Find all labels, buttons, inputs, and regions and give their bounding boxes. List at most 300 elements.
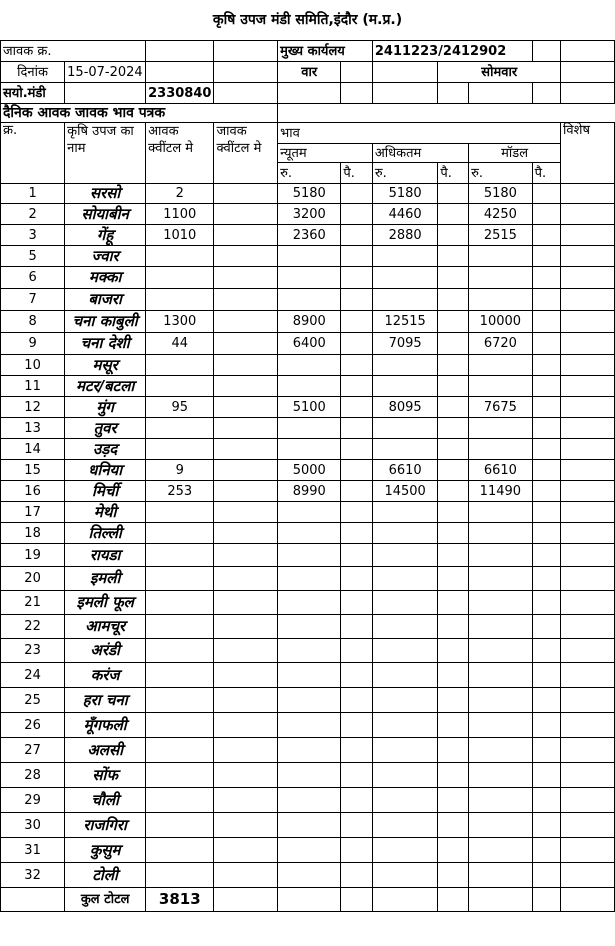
row-max-rs: 12515 (372, 311, 438, 333)
row-arrival: 2 (146, 184, 214, 204)
row-sno: 5 (1, 246, 65, 267)
row-modal-rs: 10000 (469, 311, 533, 333)
row-min-paise (341, 184, 373, 204)
table-row (1, 591, 615, 615)
row-dispatch (214, 813, 278, 838)
table-row (1, 267, 615, 289)
row-sno: 27 (1, 738, 65, 763)
row-min-rs (278, 523, 341, 544)
row-special (561, 376, 615, 397)
row-max-paise (438, 289, 469, 311)
row-special (561, 523, 615, 544)
row-max-paise (438, 788, 469, 813)
row-min-rs (278, 418, 341, 439)
row-dispatch (214, 289, 278, 311)
row-min-rs: 5180 (278, 184, 341, 204)
col-header-max-rs: रु. (372, 163, 438, 184)
row-arrival (146, 639, 214, 663)
table-row (1, 418, 615, 439)
row-min-paise (341, 688, 373, 713)
row-commodity-name: सोयाबीन (65, 204, 146, 225)
row-sno: 20 (1, 567, 65, 591)
row-special (561, 688, 615, 713)
blank-cell (146, 62, 214, 83)
date-value: 15-07-2024 (65, 62, 146, 83)
row-max-paise (438, 639, 469, 663)
row-arrival (146, 738, 214, 763)
row-modal-paise (532, 591, 560, 615)
row-modal-paise (532, 225, 560, 246)
row-sno: 2 (1, 204, 65, 225)
row-special (561, 591, 615, 615)
row-modal-paise (532, 863, 560, 888)
row-min-rs: 5000 (278, 460, 341, 481)
row-arrival (146, 567, 214, 591)
col-header-min: न्यूतम (278, 144, 373, 163)
row-max-paise (438, 738, 469, 763)
row-min-rs (278, 567, 341, 591)
row-commodity-name: सरसो (65, 184, 146, 204)
row-modal-paise (532, 738, 560, 763)
row-min-rs (278, 376, 341, 397)
table-row (1, 663, 615, 688)
row-modal-rs (469, 663, 533, 688)
row-max-rs: 14500 (372, 481, 438, 502)
row-modal-paise (532, 460, 560, 481)
row-arrival (146, 788, 214, 813)
row-commodity-name: मक्का (65, 267, 146, 289)
row-sno: 28 (1, 763, 65, 788)
table-row (1, 713, 615, 738)
table-row (1, 184, 615, 204)
row-max-paise (438, 267, 469, 289)
row-max-rs (372, 639, 438, 663)
table-row (1, 397, 615, 418)
row-min-rs: 8990 (278, 481, 341, 502)
row-sno: 15 (1, 460, 65, 481)
table-row (1, 763, 615, 788)
row-min-rs (278, 544, 341, 567)
row-dispatch (214, 523, 278, 544)
row-modal-rs (469, 418, 533, 439)
row-sno: 18 (1, 523, 65, 544)
row-commodity-name: ज्वार (65, 246, 146, 267)
row-commodity-name: करंज (65, 663, 146, 688)
table-row (1, 481, 615, 502)
javak-value (146, 41, 214, 62)
row-max-rs (372, 523, 438, 544)
row-commodity-name: हरा चना (65, 688, 146, 713)
row-min-rs (278, 439, 341, 460)
row-max-paise (438, 591, 469, 615)
row-min-paise (341, 246, 373, 267)
row-sno: 19 (1, 544, 65, 567)
row-max-paise (438, 763, 469, 788)
row-max-rs (372, 355, 438, 376)
blank-cell (65, 83, 146, 104)
row-modal-rs (469, 863, 533, 888)
table-row (1, 333, 615, 355)
row-modal-paise (532, 355, 560, 376)
mandi-label: सयो.मंडी (1, 83, 65, 104)
row-max-rs (372, 591, 438, 615)
row-commodity-name: चना देशी (65, 333, 146, 355)
sheet-title-row (1, 104, 615, 123)
row-special (561, 355, 615, 376)
row-max-paise (438, 376, 469, 397)
row-max-paise (438, 502, 469, 523)
row-modal-paise (532, 639, 560, 663)
row-arrival (146, 523, 214, 544)
row-dispatch (214, 267, 278, 289)
row-modal-rs: 6720 (469, 333, 533, 355)
row-special (561, 663, 615, 688)
row-max-rs (372, 763, 438, 788)
total-label: कुल टोटल (65, 888, 146, 912)
row-max-paise (438, 355, 469, 376)
row-modal-paise (532, 439, 560, 460)
row-max-paise (438, 225, 469, 246)
row-dispatch (214, 763, 278, 788)
row-commodity-name: राजगिरा (65, 813, 146, 838)
row-max-rs (372, 246, 438, 267)
row-dispatch (214, 460, 278, 481)
col-header-max-paise: पै. (438, 163, 469, 184)
row-min-paise (341, 267, 373, 289)
row-min-paise (341, 397, 373, 418)
row-commodity-name: कुसुम (65, 838, 146, 863)
row-arrival: 44 (146, 333, 214, 355)
row-max-paise (438, 397, 469, 418)
blank-cell (532, 41, 560, 62)
total-blank (341, 888, 373, 912)
row-min-rs (278, 289, 341, 311)
col-header-arrival: आवक क्वींटल मे (146, 123, 214, 184)
row-min-paise (341, 523, 373, 544)
row-arrival (146, 663, 214, 688)
row-min-rs (278, 838, 341, 863)
row-arrival (146, 376, 214, 397)
total-blank (469, 888, 533, 912)
row-min-paise (341, 763, 373, 788)
row-max-rs (372, 615, 438, 639)
row-dispatch (214, 311, 278, 333)
row-special (561, 397, 615, 418)
row-modal-paise (532, 523, 560, 544)
row-max-rs (372, 713, 438, 738)
row-modal-rs (469, 246, 533, 267)
row-dispatch (214, 246, 278, 267)
col-header-modal: मॉडल (469, 144, 561, 163)
row-arrival (146, 267, 214, 289)
row-modal-rs (469, 591, 533, 615)
row-min-rs: 5100 (278, 397, 341, 418)
row-special (561, 544, 615, 567)
row-special (561, 567, 615, 591)
col-header-modal-rs: रु. (469, 163, 533, 184)
row-sno: 32 (1, 863, 65, 888)
row-modal-paise (532, 663, 560, 688)
row-special (561, 225, 615, 246)
total-blank (1, 888, 65, 912)
blank-cell (438, 83, 469, 104)
row-modal-paise (532, 813, 560, 838)
row-modal-rs (469, 639, 533, 663)
row-modal-rs: 5180 (469, 184, 533, 204)
row-commodity-name: चौली (65, 788, 146, 813)
row-special (561, 204, 615, 225)
row-max-rs (372, 439, 438, 460)
col-header-sno: क्र. (1, 123, 65, 184)
total-blank (561, 888, 615, 912)
day-label: वार (278, 62, 341, 83)
row-commodity-name: मसूर (65, 355, 146, 376)
row-special (561, 460, 615, 481)
row-arrival (146, 838, 214, 863)
blank-cell (469, 83, 533, 104)
row-modal-rs (469, 738, 533, 763)
row-min-paise (341, 813, 373, 838)
row-min-paise (341, 639, 373, 663)
row-modal-paise (532, 567, 560, 591)
row-min-paise (341, 713, 373, 738)
row-modal-rs (469, 289, 533, 311)
total-blank (372, 888, 438, 912)
row-arrival (146, 544, 214, 567)
row-max-rs (372, 567, 438, 591)
row-arrival (146, 688, 214, 713)
row-dispatch (214, 688, 278, 713)
row-arrival: 1010 (146, 225, 214, 246)
row-modal-rs (469, 267, 533, 289)
total-blank (214, 888, 278, 912)
blank-cell (561, 62, 615, 83)
blank-cell (532, 83, 560, 104)
row-max-paise (438, 184, 469, 204)
row-min-rs (278, 763, 341, 788)
row-min-paise (341, 663, 373, 688)
row-dispatch (214, 738, 278, 763)
row-modal-paise (532, 204, 560, 225)
row-dispatch (214, 397, 278, 418)
row-min-rs (278, 267, 341, 289)
day-value: सोमवार (438, 62, 561, 83)
row-sno: 9 (1, 333, 65, 355)
row-max-paise (438, 418, 469, 439)
row-commodity-name: मुंग (65, 397, 146, 418)
row-special (561, 639, 615, 663)
row-sno: 14 (1, 439, 65, 460)
row-special (561, 481, 615, 502)
row-modal-paise (532, 184, 560, 204)
row-max-rs (372, 376, 438, 397)
table-row (1, 688, 615, 713)
row-max-paise (438, 615, 469, 639)
row-dispatch (214, 333, 278, 355)
row-special (561, 267, 615, 289)
row-modal-paise (532, 418, 560, 439)
row-arrival (146, 813, 214, 838)
row-max-paise (438, 688, 469, 713)
row-max-paise (438, 567, 469, 591)
row-min-paise (341, 481, 373, 502)
total-value: 3813 (146, 888, 214, 912)
row-special (561, 788, 615, 813)
col-header-dispatch: जावक क्वींटल मे (214, 123, 278, 184)
row-min-paise (341, 502, 373, 523)
row-modal-paise (532, 502, 560, 523)
row-dispatch (214, 481, 278, 502)
row-modal-paise (532, 267, 560, 289)
row-max-rs (372, 738, 438, 763)
row-modal-rs (469, 615, 533, 639)
row-modal-paise (532, 397, 560, 418)
date-row (1, 62, 615, 83)
row-modal-rs (469, 838, 533, 863)
row-min-rs (278, 688, 341, 713)
row-commodity-name: आमचूर (65, 615, 146, 639)
row-modal-rs (469, 567, 533, 591)
row-commodity-name: गेंहू (65, 225, 146, 246)
col-header-special: विशेष (561, 123, 615, 184)
row-sno: 11 (1, 376, 65, 397)
row-min-paise (341, 225, 373, 246)
price-sheet-table (0, 40, 615, 912)
row-min-paise (341, 738, 373, 763)
row-min-rs (278, 591, 341, 615)
row-special (561, 813, 615, 838)
row-modal-rs (469, 788, 533, 813)
row-special (561, 615, 615, 639)
row-special (561, 502, 615, 523)
table-row (1, 502, 615, 523)
row-commodity-name: रायडा (65, 544, 146, 567)
row-sno: 21 (1, 591, 65, 615)
row-min-paise (341, 376, 373, 397)
row-sno: 30 (1, 813, 65, 838)
row-modal-rs (469, 502, 533, 523)
row-max-paise (438, 204, 469, 225)
sheet-subtitle: दैनिक आवक जावक भाव पत्रक (1, 104, 278, 123)
col-header-commodity: कृषि उपज का नाम (65, 123, 146, 184)
row-modal-rs (469, 544, 533, 567)
row-special (561, 333, 615, 355)
row-arrival: 1300 (146, 311, 214, 333)
total-row (1, 888, 615, 912)
row-arrival: 1100 (146, 204, 214, 225)
blank-cell (372, 62, 438, 83)
row-modal-rs (469, 523, 533, 544)
row-modal-rs (469, 713, 533, 738)
row-modal-paise (532, 615, 560, 639)
row-commodity-name: मेथी (65, 502, 146, 523)
row-arrival (146, 615, 214, 639)
row-max-rs (372, 289, 438, 311)
table-row (1, 863, 615, 888)
row-sno: 17 (1, 502, 65, 523)
row-dispatch (214, 502, 278, 523)
table-row (1, 289, 615, 311)
row-min-rs: 8900 (278, 311, 341, 333)
row-special (561, 246, 615, 267)
row-special (561, 763, 615, 788)
row-arrival (146, 418, 214, 439)
blank-cell (214, 83, 278, 104)
row-sno: 25 (1, 688, 65, 713)
row-modal-rs (469, 813, 533, 838)
row-min-rs (278, 246, 341, 267)
row-arrival (146, 502, 214, 523)
table-row (1, 523, 615, 544)
row-min-rs (278, 713, 341, 738)
table-row (1, 567, 615, 591)
row-min-paise (341, 204, 373, 225)
row-min-paise (341, 567, 373, 591)
blank-cell (214, 41, 278, 62)
col-header-price: भाव (278, 123, 561, 144)
total-blank (532, 888, 560, 912)
row-modal-rs: 6610 (469, 460, 533, 481)
row-max-rs: 8095 (372, 397, 438, 418)
row-max-rs: 2880 (372, 225, 438, 246)
row-max-paise (438, 838, 469, 863)
row-max-rs (372, 267, 438, 289)
col-header-min-paise: पै. (341, 163, 373, 184)
row-commodity-name: इमली (65, 567, 146, 591)
row-dispatch (214, 184, 278, 204)
row-modal-paise (532, 763, 560, 788)
row-arrival (146, 355, 214, 376)
row-modal-paise (532, 246, 560, 267)
row-arrival (146, 246, 214, 267)
row-min-rs (278, 355, 341, 376)
row-commodity-name: सोंफ (65, 763, 146, 788)
row-min-rs (278, 863, 341, 888)
row-dispatch (214, 788, 278, 813)
row-max-paise (438, 713, 469, 738)
row-dispatch (214, 639, 278, 663)
row-sno: 8 (1, 311, 65, 333)
table-row (1, 439, 615, 460)
row-sno: 3 (1, 225, 65, 246)
row-commodity-name: धनिया (65, 460, 146, 481)
row-min-rs (278, 615, 341, 639)
date-label: दिनांक (1, 62, 65, 83)
row-max-rs (372, 813, 438, 838)
row-special (561, 838, 615, 863)
row-min-paise (341, 289, 373, 311)
row-sno: 7 (1, 289, 65, 311)
row-dispatch (214, 355, 278, 376)
row-max-rs (372, 788, 438, 813)
col-header-modal-paise: पै. (532, 163, 560, 184)
row-dispatch (214, 663, 278, 688)
row-min-paise (341, 355, 373, 376)
table-row (1, 246, 615, 267)
mandi-row (1, 83, 615, 104)
blank-cell (341, 83, 373, 104)
row-commodity-name: मटर/बटला (65, 376, 146, 397)
row-commodity-name: अरंडी (65, 639, 146, 663)
row-min-rs (278, 788, 341, 813)
row-max-rs (372, 863, 438, 888)
table-row (1, 225, 615, 246)
row-dispatch (214, 204, 278, 225)
row-modal-rs (469, 355, 533, 376)
row-dispatch (214, 439, 278, 460)
row-sno: 23 (1, 639, 65, 663)
row-dispatch (214, 544, 278, 567)
